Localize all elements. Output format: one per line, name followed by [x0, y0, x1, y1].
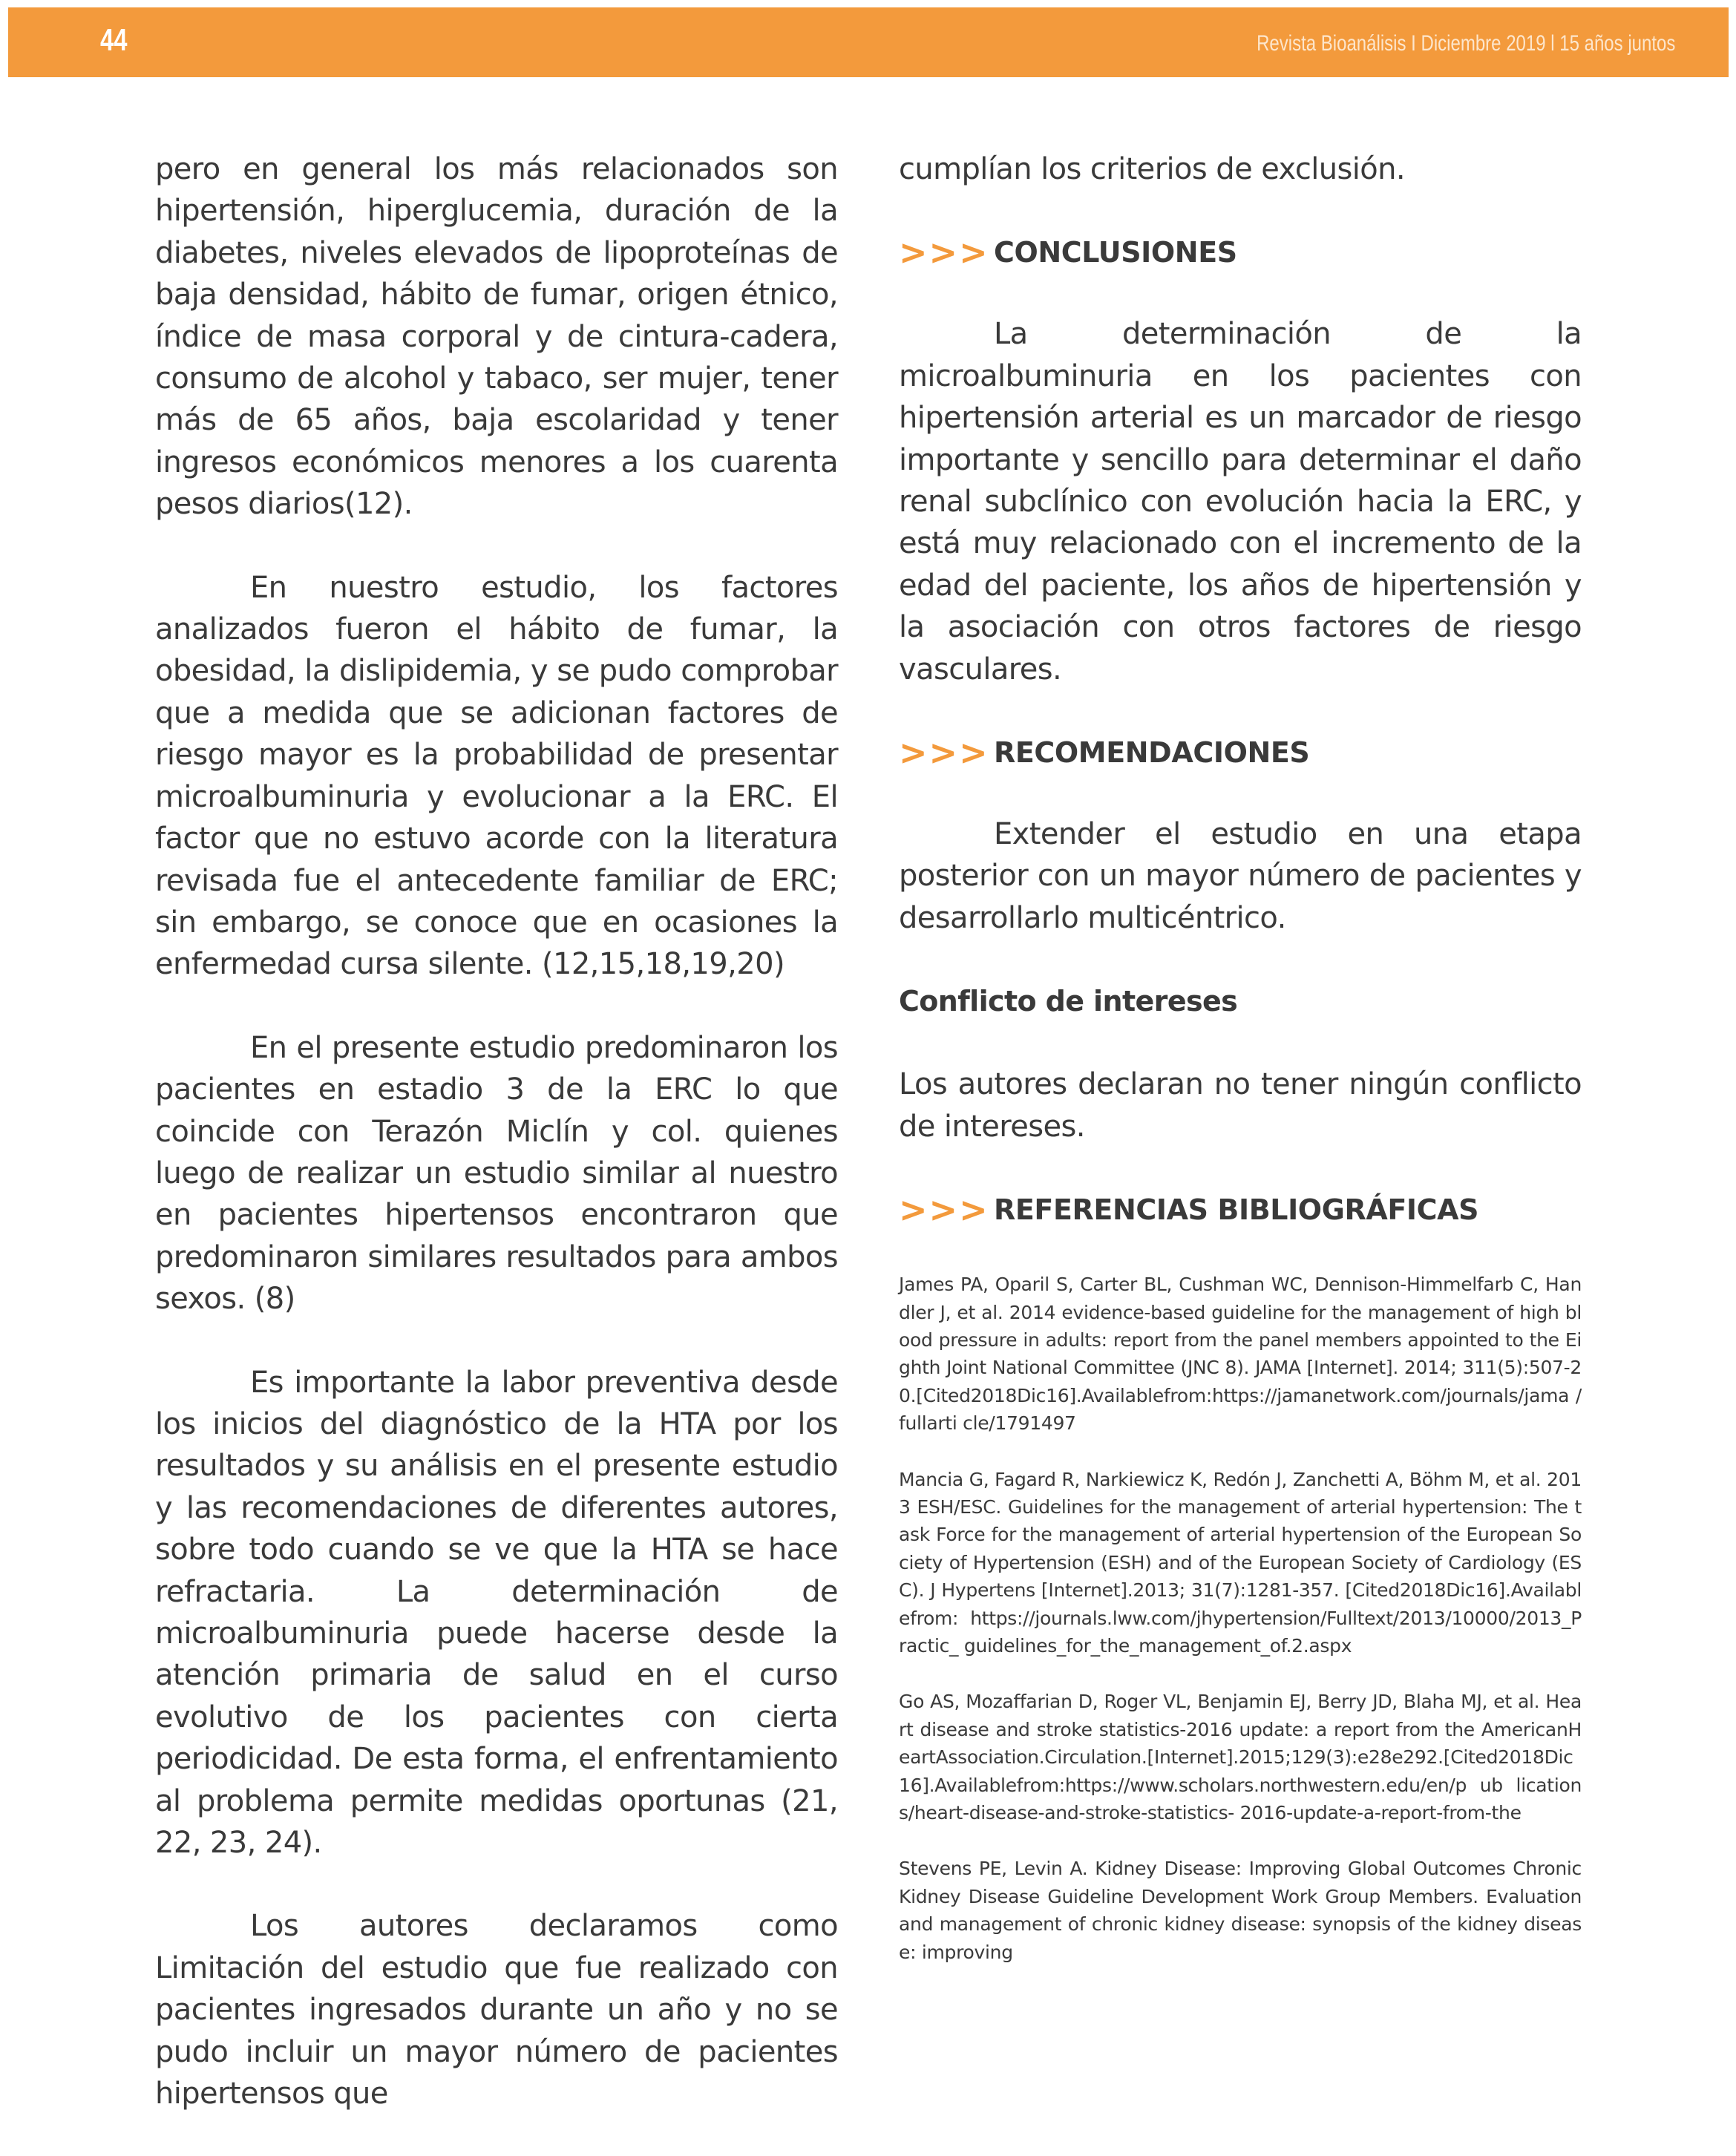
- arrows-icon: >>>: [899, 1190, 989, 1231]
- page-number: 44: [100, 22, 128, 57]
- body-paragraph: Los autores declaramos como Limitación del estudio que fue realizado con pacientes ingresados durante un año y no se pudo incluir un mayor número de pacientes hipertensos que: [155, 1909, 838, 2111]
- section-title: REFERENCIAS BIBLIOGRÁFICAS: [994, 1193, 1479, 1227]
- body-paragraph: Es importante la labor preventiva desde los inicios del diagnóstico de la HTA por los resultados y su análisis en el presente estudio y las recomendaciones de diferentes autores, sobre todo cuando se ve que la HTA se hace refractaria. La determinación de microalbuminuria puede hacerse desde la atención primaria de salud en el curso evolutivo de los pacientes con cierta periodicidad. De esta forma, el enfrentamiento al problema permite medidas oportunas (21, 22, 23, 24).: [155, 1365, 838, 1861]
- conclusiones-text: La determinación de la microalbuminuria en los pacientes con hipertensión arterial es un marcador de riesgo importante y sencillo para determinar el daño renal subclínico con evolución hacia la ERC, y está muy relacionado con el incremento de la edad del paciente, los años de hipertensión y la asociación con otros factores de riesgo vasculares.: [899, 317, 1582, 687]
- reference-item: Stevens PE, Levin A. Kidney Disease: Improving Global Outcomes Chronic Kidney Disease Guideline Development Work Group Members. Evaluation and management of chronic kidney disease: synopsis of the kidney disease: improving: [899, 1858, 1582, 1963]
- arrows-icon: >>>: [899, 733, 989, 773]
- arrows-icon: >>>: [899, 232, 989, 273]
- section-heading-conclusiones: [899, 232, 1582, 273]
- conflicto-text: Los autores declaran no tener ningún conflicto de intereses.: [899, 1067, 1582, 1144]
- body-paragraph: En el presente estudio predominaron los pacientes en estadio 3 de la ERC lo que coincide con Terazón Miclín y col. quienes luego de realizar un estudio similar al nuestro en pacientes hipertensos encontraron que predominaron similares resultados para ambos sexos. (8): [155, 1030, 838, 1317]
- section-heading-referencias: [899, 1189, 1582, 1231]
- reference-item: Go AS, Mozaffarian D, Roger VL, Benjamin EJ, Berry JD, Blaha MJ, et al. Heart disease and stroke statistics-2016 update: a report from the AmericanHeartAssociation.Circulation.[Internet].2015;129(3):e28e292.[Cited2018Dic16].Availablefrom:https://www.scholars.northwestern.edu/en/p ub lications/heart-disease-and-stroke-statistics- 2016-update-a-report-from-the: [899, 1691, 1582, 1824]
- body-paragraph: pero en general los más relacionados son hipertensión, hiperglucemia, duración de la diabetes, niveles elevados de lipoproteínas de baja densidad, hábito de fumar, origen étnico, índice de masa corporal y de cintura-cadera, consumo de alcohol y tabaco, ser mujer, tener más de 65 años, baja escolaridad y tener ingresos económicos menores a los cuarenta pesos diarios(12).: [155, 152, 838, 522]
- reference-item: Mancia G, Fagard R, Narkiewicz K, Redón J, Zanchetti A, Böhm M, et al. 2013 ESH/ESC. Guidelines for the management of arterial hypertension: The task Force for the management of arterial hypertension of the European Society of Hypertension (ESH) and of the European Society of Cardiology (ESC). J Hypertens [Internet].2013; 31(7):1281-357. [Cited2018Dic16].Availablefrom: https://journals.lww.com/jhypertension/Fulltext/2013/10000/2013_Practic_ guidelines_for_the_management_of.2.aspx: [899, 1468, 1582, 1657]
- body-paragraph: En nuestro estudio, los factores analizados fueron el hábito de fumar, la obesidad, la dislipidemia, y se pudo comprobar que a medida que se adicionan factores de riesgo mayor es la probabilidad de presentar microalbuminuria y evolucionar a la ERC. El factor que no estuvo acorde con la literatura revisada fue el antecedente familiar de ERC; sin embargo, se conoce que en ocasiones la enfermedad cursa silente. (12,15,18,19,20): [155, 570, 838, 982]
- continuation-text: cumplían los criterios de exclusión.: [899, 152, 1406, 186]
- right-column: [899, 148, 1582, 1966]
- page-header: [8, 7, 1729, 77]
- section-title: RECOMENDACIONES: [994, 736, 1310, 770]
- section-heading-recomendaciones: [899, 732, 1582, 773]
- section-title: CONCLUSIONES: [994, 236, 1237, 269]
- reference-list: [899, 1271, 1582, 1966]
- recomendaciones-text: Extender el estudio en una etapa posterior con un mayor número de pacientes y desarrollarlo multicéntrico.: [899, 817, 1582, 935]
- left-column: [155, 148, 838, 2156]
- conflicto-heading: Conflicto de intereses: [899, 985, 1238, 1018]
- reference-item: James PA, Oparil S, Carter BL, Cushman WC, Dennison-Himmelfarb C, Handler J, et al. 2014 evidence-based guideline for the management of high blood pressure in adults: report from the panel members appointed to the Eighth Joint National Committee (JNC 8). JAMA [Internet]. 2014; 311(5):507-20.[Cited2018Dic16].Availablefrom:https://jamanetwork.com/journals/jama /fullarti cle/1791497: [899, 1274, 1582, 1435]
- journal-title: Revista Bioanálisis I Diciembre 2019 l 15 años juntos: [1256, 31, 1675, 56]
